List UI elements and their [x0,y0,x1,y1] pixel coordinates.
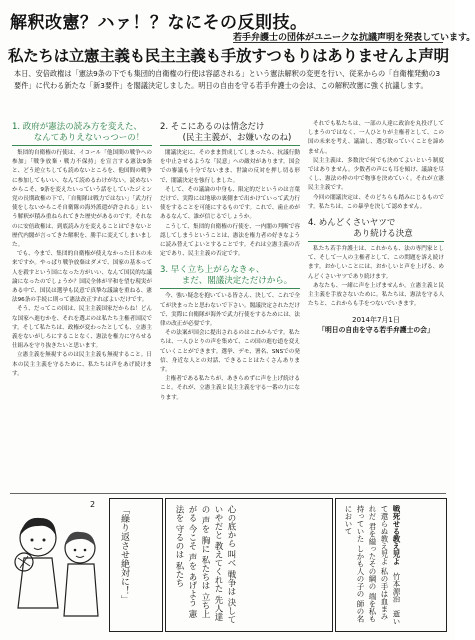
statement-date: 2014年7月1日 [352,316,400,325]
column-1 [12,120,152,480]
section-1-heading-line-1: 1. 政府が憲法の読み方を変えた、 [12,122,142,132]
section-divider [10,493,446,494]
girl-hair-icon [20,518,56,536]
column-3 [308,120,444,480]
section-3-paragraph-1: 今、強い疑念を抱いている皆さん、決して、これで全てが決まったと思わないで下さい。閣議決定されただけで、実際に自衛隊が海外で武力行使をするためには、法律の改正が必要です。 [160,293,300,328]
section-3-heading-line-1: 3. 早く立ち上がらなきゃ、 [160,265,265,276]
section-4-paragraph-2: あなたも、一緒に声を上げませんか。立憲主義と民主主義を手放さないために。私たちは、憲法を守る人たちと、これからも手をつないでいきます。 [308,282,444,308]
section-4-paragraph-1: 私たち若手弁護士は、これからも、法の専門家として、そして一人の主権者として、この問題を訴え続けます。おかしいことには、おかしいと声を上げる、めんどくさいヤツであり続けます。 [308,246,444,280]
section-3-paragraph-3: 主権者である私たちが、あきらめずに声を上げ続けること。それが、立憲主義と民主主義を守る一番の力になります。 [160,376,300,401]
statement-organization: 「明日の自由を守る若手弁護士の会」 [318,326,434,335]
section-2-heading [160,122,300,146]
section-3-paragraph-2: その法案が国会に提出されるのはこれからです。私たちは、一人ひとりの声を集めて、この国の進む道を変えていくことができます。選挙、デモ、署名、SNSでの発信、身近な人との対話、できることはたくさんあります。 [160,330,300,374]
section-4-heading-line-1: 4. めんどくさいヤツで [308,218,396,229]
column-3-paragraph-1: 民主主義は、多数決で何でも決めてよいという制度ではありません。少数者の声にも耳を傾け、議論を尽くし、憲法の枠の中で物事を決めていく。それが立憲民主主義です。 [308,157,444,192]
slogan-text: 「繰り返させ絶対に！」 [119,505,129,604]
slogan-panel [109,498,163,632]
section-1-heading [12,122,152,146]
column-3-paragraph-2: 今回の閣議決定は、そのどちらも踏みにじるものです。私たちは、この暴挙を決して認めません。 [308,194,444,210]
section-3-heading-line-2: まだ、閣議決定ただけから。 [160,276,300,289]
section-2-paragraph-2: そして、その議論の中身も、限定的だというのは言葉だけで、実際には地球の裏側まで出かけていって武力行使をすることを可能にするものです。これで、歯止めがあるなんて、誰が信じるでしょうか。 [160,186,300,221]
section-1-paragraph-1: 集団的自衛権の行使は、イコール「他国間の戦争への参加」「戦争放棄・戦力不保持」を宣言する憲法9条と、どう逆立ちしても読めないところを、他国間の戦争に参加してもいい、なんて読めるわけがない。読めないからこそ、9条を変えたいっていう話をしていたジミン党の長期政権の下で、「自衛隊は戦力ではない」「武力行使をしないからこそ自衛隊の海外派遣が許される」という解釈が積み重ねられてきた歴史があるのです。それなのに安倍政権は、到底読み方を変えることはできないと歴代内閣が言ってきた解釈を、勝手に変えてしまいました。 [12,150,152,249]
boy-body-icon [64,564,98,616]
girl-body-icon [18,558,58,608]
section-1-paragraph-3: そう、だってこの国は、民主主義国家だからね！どんな国家へ進むかを、それを選ぶのは私たち主権者国民です。そして私たちは、政権が変わったとしても、立憲主義をないがしろにすることなく、憲法を権力に守らせる仕組みを守り抜きたいと思います。 [12,306,152,350]
page-number: 2 [90,500,96,509]
section-2-paragraph-1: 閣議決定に、そのまま賛成してしまったら、抗議行動を中止させるような「民意」への敵対があります。国会での審議も十分でないまま、世論の反対を押し切る形で、閣議決定を強行しました。 [160,150,300,184]
section-3-heading [160,265,300,289]
section-2-heading-line-2: (民主主義が、お嫌いなのね) [160,133,300,146]
poem-author: 竹本源治 [392,572,401,603]
section-1-paragraph-2: でも、今まで、集団的自衛権が使えなかった日本の未来ですか。やっぱり戦争放棄はダメで、国家の基本って人を殺すという国になった方がいい、なんて国民的な議論になったのでしょうか？国民全体が平和を望む現実がある中で、国民は選挙も民意で真摯な議論を重ねる、憲法96条の手続に則って憲法改正すればよいだけです。 [12,251,152,304]
statement-title: 私たちは立憲主義も民主主義も手放すつもりはありませんよ声明 [8,47,449,65]
section-4-heading-line-2: あり続ける決意 [308,229,444,242]
section-1-heading-line-2: なんてありえないっつーの！ [12,133,152,146]
poem-title: 戦死せる教え児よ [392,505,401,565]
tagline: 若手弁護士の団体がユニークな抗議声明を発表しています。 [233,30,443,43]
section-1-paragraph-4: 立憲主義を無視するのは民主主義も無視すること。日本の民主主義を守るために、私たちは声をあげ続けます。 [12,352,152,377]
message-panel [165,498,333,632]
column-3-intro: それでも私たちは、一部の人達に政治を丸投げしてしまうのではなく、一人ひとりが主権者として、この国の未来を考え、議論し、選び取っていくことを諦めません。 [308,121,444,155]
headline: 解釈改憲？ハァ！？なにその反則技。 [10,13,308,33]
section-2-heading-line-1: 2. そこにあるのは情念だけ [160,122,265,132]
poem-body: 逝いて還らぬ教え児よ 私の手は血まみれだ 君を縊ったその綱の 端を私も持っていた しかも人の子の 師の名において [344,505,401,625]
boy-hair-icon [65,532,95,546]
children-illustration [10,498,108,632]
message-text: 心の底から 叫べ 戦争は 決して いやだと 教えてくれた 先人達の 声を 胸に 私たちは 立ち上がる 今こそ 声を あげよう 憲法を 守るのは 私たち [174,505,236,624]
poem-panel [335,498,447,632]
lead-paragraph: 本日、安倍政権は「憲法9条の下でも集団的自衛権の行使は容認される」という憲法解釈の変更を行い、従来からの「自衛権発動の3要件」に代わる新たな「新3要件」を閣議決定しました。明日の自由を守る若手弁護士の会は、この解釈改憲に強く抗議します。 [14,69,441,90]
section-4-heading [308,218,444,242]
poem-box [336,499,408,631]
column-2 [160,120,300,480]
illustration-panel [10,498,108,632]
section-2-paragraph-3: こうして、集団的自衛権の行使を、一内閣の判断で容認してしまうということは、憲法を権力者の好きなように読み替えてよいとすることです。それは立憲主義の否定であり、民主主義の否定です。 [160,223,300,258]
